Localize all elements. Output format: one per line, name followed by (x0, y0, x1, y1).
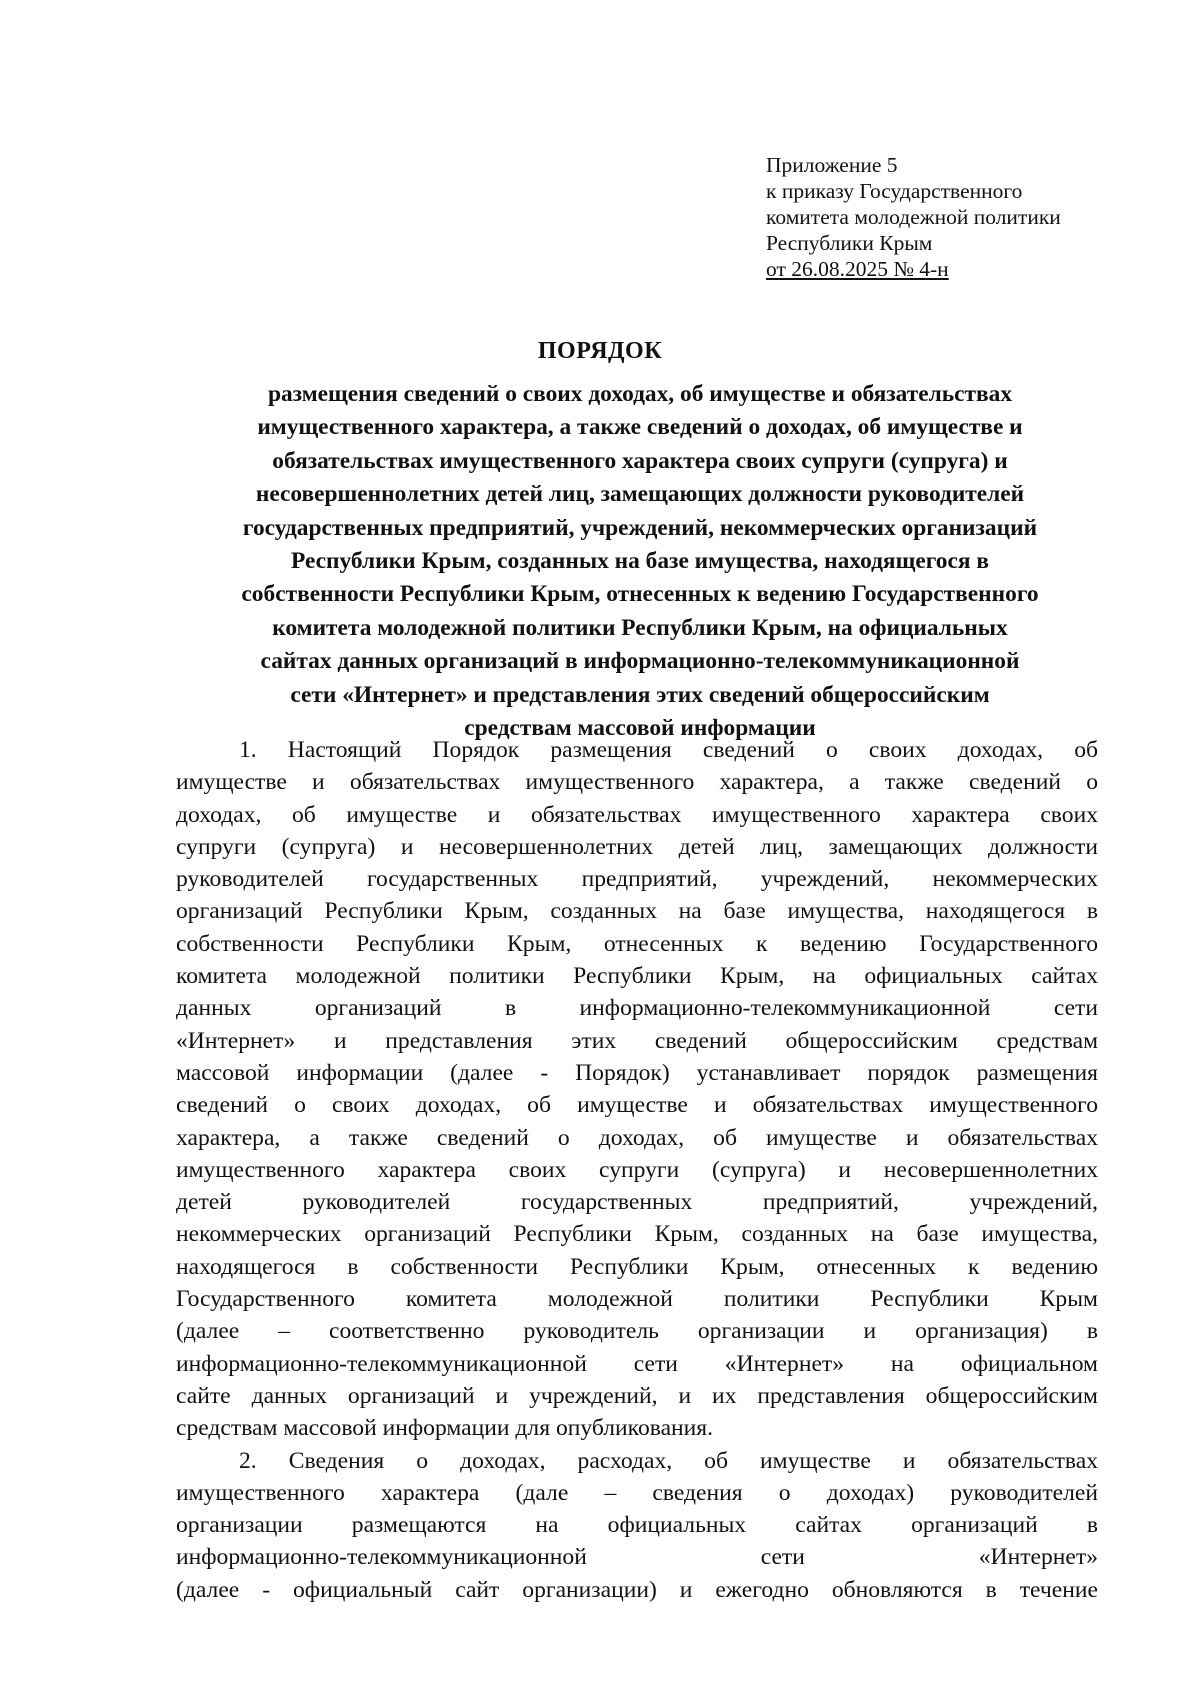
appendix-order-date: от 26.08.2025 № 4-н (766, 257, 949, 281)
paragraph-line: комитета молодежной политики Республики Крым, на официальных сайтах (176, 963, 1098, 990)
subtitle-line: сети «Интернет» и представления этих сведений общероссийским (290, 681, 990, 708)
paragraph-line: находящегося в собственности Республики Крым, отнесенных к ведению (176, 1253, 1098, 1280)
paragraph-line: Государственного комитета молодежной политики Республики Крым (176, 1286, 1098, 1313)
paragraph-line: сайте данных организаций и учреждений, и их представления общероссийским (176, 1382, 1098, 1409)
paragraph-line: средствам массовой информации для опубликования. (176, 1415, 714, 1442)
subtitle-line: несовершеннолетних детей лиц, замещающих должности руководителей (255, 481, 1025, 508)
subtitle-line: государственных предприятий, учреждений, некоммерческих организаций (242, 514, 1038, 541)
paragraph-line: информационно-телекоммуникационной сети «Интернет» на официальном (176, 1350, 1098, 1377)
appendix-line: Республики Крым (766, 231, 933, 255)
paragraph-line: организаций Республики Крым, созданных на базе имущества, находящегося в (176, 898, 1098, 925)
paragraph-line: собственности Республики Крым, отнесенных к ведению Государственного (176, 930, 1098, 957)
paragraph-line: доходах, об имуществе и обязательствах имущественного характера своих (176, 801, 1098, 828)
paragraph-line: супруги (супруга) и несовершеннолетних детей лиц, замещающих должности (176, 833, 1098, 860)
appendix-line: к приказу Государственного (766, 179, 1023, 203)
subtitle-line: обязательствах имущественного характера своих супруги (супруга) и (272, 447, 1008, 474)
paragraph-line: имущественного характера своих супруги (супруга) и несовершеннолетних (176, 1156, 1098, 1183)
subtitle-line: Республики Крым, созданных на базе имущества, находящегося в (291, 548, 989, 575)
paragraph-line: массовой информации (далее - Порядок) устанавливает порядок размещения (176, 1059, 1098, 1086)
paragraph-line: (далее – соответственно руководитель организации и организация) в (176, 1318, 1098, 1345)
appendix-line: Приложение 5 (766, 153, 898, 177)
appendix-line: комитета молодежной политики (766, 205, 1061, 229)
appendix-header (766, 152, 1166, 282)
paragraph-line: сведений о своих доходах, об имуществе и обязательствах имущественного (176, 1092, 1098, 1119)
paragraph-line: характера, а также сведений о доходах, об имуществе и обязательствах (176, 1124, 1098, 1151)
paragraph-1 (176, 734, 1098, 1445)
paragraph-line: детей руководителей государственных предприятий, учреждений, (176, 1189, 1098, 1216)
subtitle-line: размещения сведений о своих доходах, об имуществе и обязательствах (267, 381, 1013, 407)
paragraph-line: информационно-телекоммуникационной сети «Интернет» (176, 1544, 1098, 1571)
paragraph-line: организации размещаются на официальных сайтах организаций в (176, 1512, 1098, 1539)
document-subtitle (170, 378, 1110, 745)
subtitle-line: сайтах данных организаций в информационно-телекоммуникационной (260, 648, 1020, 675)
subtitle-line: имущественного характера, а также сведений о доходах, об имуществе и (257, 414, 1023, 441)
paragraph-2 (176, 1445, 1098, 1606)
paragraph-line: руководителей государственных предприятий, учреждений, некоммерческих (176, 866, 1098, 893)
paragraph-line: (далее - официальный сайт организации) и ежегодно обновляются в течение (176, 1576, 1098, 1603)
paragraph-line: 2. Сведения о доходах, расходах, об имуществе и обязательствах (239, 1447, 1098, 1474)
subtitle-line: комитета молодежной политики Республики Крым, на официальных (272, 614, 1008, 641)
paragraph-line: 1. Настоящий Порядок размещения сведений о своих доходах, об (239, 737, 1098, 763)
paragraph-line: некоммерческих организаций Республики Крым, созданных на базе имущества, (176, 1221, 1098, 1248)
paragraph-line: «Интернет» и представления этих сведений общероссийским средствам (176, 1027, 1098, 1054)
paragraph-line: данных организаций в информационно-телекоммуникационной сети (176, 995, 1098, 1022)
document-title: ПОРЯДОК (537, 338, 663, 364)
subtitle-line: средствам массовой информации (464, 715, 816, 742)
document-body (176, 734, 1098, 1606)
paragraph-line: имуществе и обязательствах имущественного характера, а также сведений о (176, 769, 1098, 796)
paragraph-line: имущественного характера (дале – сведения о доходах) руководителей (176, 1479, 1098, 1506)
subtitle-line: собственности Республики Крым, отнесенных к ведению Государственного (241, 581, 1039, 608)
